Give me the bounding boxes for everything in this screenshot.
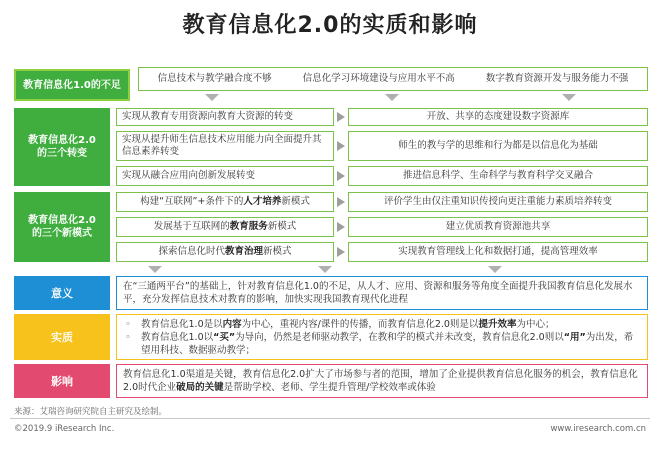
mode-left-2-post: 新模式 bbox=[267, 221, 297, 232]
impact-box: 教育信息化1.0渠道是关键，教育信息化2.0扩大了市场参与者的范围，增加了企业提供教育信息化服务的机会，教育信息化2.0时代企业破局的关键是帮助学校、老师、学生提升管理/学校效率或体验 bbox=[116, 364, 648, 398]
mode-left-1-pre: 构建“互联网”+条件下的 bbox=[140, 196, 244, 207]
mode-left-2-bold: 教育服务 bbox=[229, 221, 268, 232]
mode-left-1-post: 新模式 bbox=[281, 196, 310, 207]
meaning-box: 在“三通两平台”的基础上，针对教育信息化1.0的不足，从人才、应用、资源和服务等角度全面提升我国教育信息化发展水平，充分发挥信息技术对教育的影响，加快实现我国教育现代化进程 bbox=[116, 276, 648, 310]
mode-left-3 bbox=[116, 242, 334, 262]
down-arrow-icon bbox=[385, 94, 399, 101]
mode-left-1-bold: 人才培养 bbox=[243, 196, 282, 207]
mode-left-2-pre: 发展基于互联网的 bbox=[153, 221, 230, 232]
label-meaning: 意义 bbox=[14, 276, 110, 310]
down-arrow-icon bbox=[148, 266, 162, 273]
essence-box bbox=[116, 314, 648, 360]
label-three-shifts: 教育信息化2.0的三个转变 bbox=[14, 108, 110, 186]
shift-left-1: 实现从教育专用资源向教育大资源的转变 bbox=[116, 108, 334, 126]
mode-left-3-pre: 探索信息化时代 bbox=[158, 246, 225, 257]
label-three-modes: 教育信息化2.0的三个新模式 bbox=[14, 192, 110, 262]
mode-right-3: 实现教育管理线上化和数据打通，提高管理效率 bbox=[348, 242, 648, 262]
shift-right-2: 师生的教与学的思维和行为都是以信息化为基础 bbox=[348, 131, 648, 161]
mode-left-3-bold: 教育治理 bbox=[224, 246, 263, 257]
copyright: ©2019.9 iResearch Inc. bbox=[14, 424, 115, 434]
mode-right-1: 评价学生由仅注重知识传授向更注重能力素质培养转变 bbox=[348, 192, 648, 212]
label-essence: 实质 bbox=[14, 314, 110, 360]
website: www.iresearch.com.cn bbox=[550, 424, 646, 434]
shift-right-3: 推进信息科学、生命科学与教育科学交叉融合 bbox=[348, 166, 648, 186]
right-arrow-icon bbox=[337, 222, 345, 232]
deficiency-item-1: 信息技术与教学融合度不够 bbox=[157, 73, 272, 84]
mode-left-2 bbox=[116, 217, 334, 237]
deficiency-item-3: 数字教育资源开发与服务能力不强 bbox=[485, 73, 629, 84]
label-1-0-deficiency: 教育信息化1.0的不足 bbox=[14, 69, 130, 101]
down-arrow-icon bbox=[562, 94, 576, 101]
right-arrow-icon bbox=[337, 112, 345, 122]
down-arrow-icon bbox=[488, 266, 502, 273]
right-arrow-icon bbox=[337, 197, 345, 207]
footer-divider bbox=[10, 418, 650, 419]
deficiency-item-2: 信息化学习环境建设与应用水平不高 bbox=[302, 73, 455, 84]
shift-left-3: 实现从融合应用向创新发展转变 bbox=[116, 166, 334, 186]
down-arrow-icon bbox=[318, 266, 332, 273]
page-title: 教育信息化2.0的实质和影响 bbox=[182, 13, 478, 38]
deficiency-panel bbox=[138, 67, 648, 91]
source-note: 来源：艾瑞咨询研究院自主研究及绘制。 bbox=[14, 407, 168, 417]
right-arrow-icon bbox=[337, 141, 345, 151]
label-impact: 影响 bbox=[14, 364, 110, 398]
right-arrow-icon bbox=[337, 171, 345, 181]
shift-right-1: 开放、共享的态度建设数字资源库 bbox=[348, 108, 648, 126]
mode-left-3-post: 新模式 bbox=[263, 246, 292, 257]
essence-point-2: ◦ 教育信息化1.0以“买”为导向，仍然是老师驱动教学，在教和学的模式并未改变，教育信息化2.0则以“用”为出发，希望用科技、数据驱动教学； bbox=[135, 331, 641, 357]
right-arrow-icon bbox=[337, 247, 345, 257]
mode-left-1 bbox=[116, 192, 334, 212]
down-arrow-icon bbox=[205, 94, 219, 101]
essence-point-1: ◦ 教育信息化1.0是以内容为中心，重视内容/课件的传播，而教育信息化2.0则是以提升效率为中心； bbox=[135, 318, 641, 331]
mode-right-2: 建立优质教育资源池共享 bbox=[348, 217, 648, 237]
shift-left-2: 实现从提升师生信息技术应用能力向全面提升其信息素养转变 bbox=[116, 131, 334, 161]
